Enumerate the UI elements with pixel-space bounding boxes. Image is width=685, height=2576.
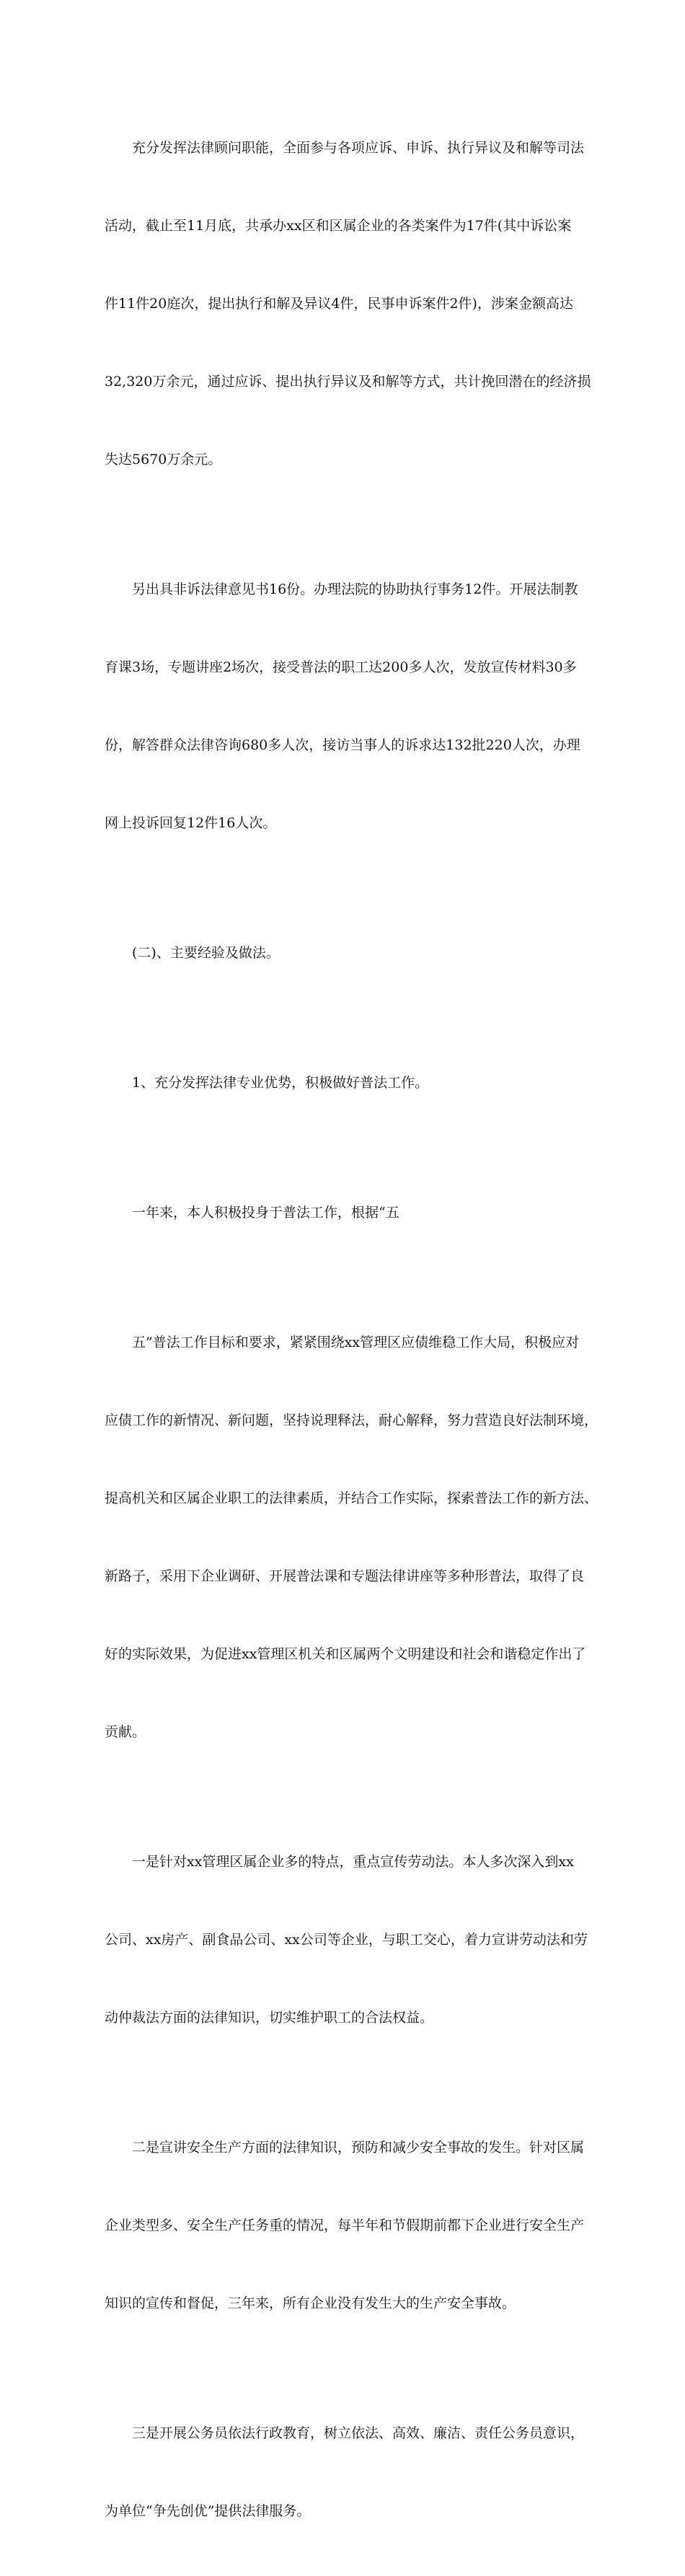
paragraph-civil-servant-education <box>105 2368 585 2576</box>
text-line: 1、充分发挥法律专业优势，积极做好普法工作。 <box>132 1075 429 1091</box>
text-line: 32,320万余元，通过应诉、提出执行异议及和解等方式，共计挽回潜在的经济损 <box>105 374 591 390</box>
text-line: 提高机关和区属企业职工的法律素质，并结合工作实际，探索普法工作的新方法、 <box>105 1490 598 1506</box>
section-heading-experience <box>105 888 585 1018</box>
text-line: 公司、xx房产、副食品公司、xx公司等企业，与职工交心，着力宣讲劳动法和劳 <box>105 1932 588 1948</box>
text-line: 应债工作的新情况、新问题，坚持说理释法，耐心解释，努力营造良好法制环境， <box>105 1412 598 1428</box>
text-line: 三是开展公务员依法行政教育，树立依法、高效、廉洁、责任公务员意识， <box>132 2425 585 2441</box>
paragraph-labor-law <box>105 1797 588 2083</box>
text-line: 五”普法工作目标和要求，紧紧围绕xx管理区应债维稳工作大局，积极应对 <box>132 1335 580 1350</box>
text-line: 失达5670万余元。 <box>105 452 222 467</box>
paragraph-legal-counsel-cases <box>105 83 591 524</box>
text-line: 动仲裁法方面的法律知识，切实维护职工的合法权益。 <box>105 2010 434 2026</box>
text-line: 份，解答群众法律咨询680多人次，接访当事人的诉求达132批220人次，办理 <box>105 737 580 753</box>
text-line: 另出具非诉法律意见书16份。办理法院的协助执行事务12件。开展法制教 <box>132 581 578 597</box>
document-body <box>105 83 598 2576</box>
text-line: 新路子，采用下企业调研、开展普法课和专题法律讲座等多种形普法，取得了良 <box>105 1568 585 1584</box>
text-line: 二是宣讲安全生产方面的法律知识，预防和减少安全事故的发生。针对区属 <box>132 2140 585 2155</box>
paragraph-safety-production <box>105 2083 585 2368</box>
text-line: 一是针对xx管理区属企业多的特点，重点宣传劳动法。本人多次深入到xx <box>132 1854 574 1870</box>
text-line: 知识的宣传和督促，三年来，所有企业没有发生大的生产安全事故。 <box>105 2295 516 2311</box>
text-line: (二)、主要经验及做法。 <box>132 945 280 961</box>
text-line: 件11件20庭次，提出执行和解及异议4件，民事申诉案件2件)，涉案金额高达 <box>105 296 573 312</box>
paragraph-fifth-five-year-plan <box>105 1278 598 1797</box>
text-line: 充分发挥法律顾问职能，全面参与各项应诉、申诉、执行异议及和解等司法 <box>132 140 585 156</box>
text-line: 企业类型多、安全生产任务重的情况，每半年和节假期前都下企业进行安全生产 <box>105 2217 585 2233</box>
text-line: 贡献。 <box>105 1724 146 1740</box>
text-line: 活动，截止至11月底，共承办xx区和区属企业的各类案件为17件(其中诉讼案 <box>105 218 572 234</box>
paragraph-non-litigation <box>105 524 585 888</box>
paragraph-year-overview <box>105 1148 585 1278</box>
text-line: 一年来，本人积极投身于普法工作，根据“五 <box>132 1205 399 1221</box>
text-line: 为单位“争先创优”提供法律服务。 <box>105 2503 311 2519</box>
text-line: 网上投诉回复12件16人次。 <box>105 815 277 831</box>
text-line: 育课3场，专题讲座2场次，接受普法的职工达200多人次，发放宣传材料30多 <box>105 659 577 675</box>
subheading-legal-expertise <box>105 1018 585 1148</box>
text-line: 好的实际效果，为促进xx管理区机关和区属两个文明建设和社会和谐稳定作出了 <box>105 1646 586 1662</box>
